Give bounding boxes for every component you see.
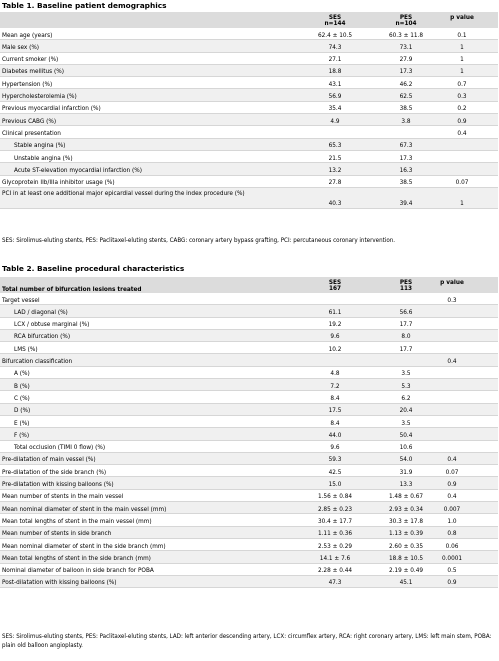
table-row <box>0 293 498 305</box>
table2-header-ses: SES <box>328 277 342 286</box>
pes-value: 13.3 <box>399 480 413 489</box>
table1-title: Table 1. Baseline patient demographics <box>2 1 167 10</box>
ses-value: 56.9 <box>328 92 342 101</box>
row-label: Diabetes mellitus (%) <box>2 67 64 76</box>
pes-value: 27.9 <box>399 55 413 64</box>
table1-body <box>0 28 498 209</box>
table2-header-first: Total number of bifurcation lesions treated <box>2 284 142 293</box>
pes-value: 30.3 ± 17.8 <box>388 516 424 525</box>
ses-value: 10.2 <box>328 344 342 353</box>
ses-value: 15.0 <box>328 480 342 489</box>
p-value: 0.06 <box>445 541 459 550</box>
table-row <box>0 102 498 114</box>
table-row <box>0 367 498 379</box>
p-value: 0.7 <box>457 79 467 88</box>
table-row <box>0 318 498 330</box>
table-row <box>0 65 498 77</box>
ses-value: 21.5 <box>328 153 342 162</box>
table2-header <box>0 277 498 293</box>
table1-header-ses-n: n=144 <box>324 19 346 28</box>
row-label: Pre-dilatation of the side branch (%) <box>2 467 107 476</box>
pes-value: 45.1 <box>399 578 413 587</box>
row-label: F (%) <box>14 430 30 439</box>
row-label: A (%) <box>14 369 30 378</box>
row-label: Mean number of stents in the main vessel <box>2 492 124 501</box>
ses-value: 2.28 ± 0.44 <box>317 566 353 575</box>
ses-value: 27.1 <box>328 55 342 64</box>
table1-header-pes-n: n=104 <box>395 19 417 28</box>
table-row <box>0 188 498 209</box>
table-row <box>0 551 498 563</box>
table1-header-ses: SES <box>328 12 342 21</box>
pes-value: 5.3 <box>401 381 411 390</box>
table-row <box>0 428 498 440</box>
table-row <box>0 453 498 465</box>
row-label: Mean nominal diameter of stent in the main vessel (mm) <box>2 504 167 513</box>
table-row <box>0 151 498 163</box>
pes-value: 3.5 <box>401 418 411 427</box>
ses-value: 40.3 <box>328 198 342 207</box>
table-row <box>0 126 498 138</box>
pes-value: 56.6 <box>399 307 413 316</box>
pes-value: 38.5 <box>399 178 413 187</box>
table2-footnote: SES: Sirolimus-eluting stents, PES: Paclitaxel-eluting stents, LAD: left anterior descending artery, LCX: circumflex artery, RCA: right coronary artery, LMS: left main stem, POBA: plain old balloon angioplasty. <box>2 633 492 650</box>
ses-value: 13.2 <box>328 165 342 174</box>
table-row <box>0 490 498 502</box>
pes-value: 17.7 <box>399 320 413 329</box>
table-row <box>0 176 498 188</box>
table-row <box>0 502 498 514</box>
row-label: Glycoprotein IIb/IIIa inhibitor usage (%) <box>2 178 115 187</box>
row-label: Previous myocardial infarction (%) <box>2 104 101 113</box>
row-label: E (%) <box>14 418 30 427</box>
p-value: 0.8 <box>447 529 457 538</box>
row-label: Male sex (%) <box>2 42 40 51</box>
ses-value: 30.4 ± 17.7 <box>317 516 353 525</box>
table-row <box>0 379 498 391</box>
table-row <box>0 77 498 89</box>
p-value: 0.007 <box>443 504 461 513</box>
ses-value: 74.3 <box>328 42 342 51</box>
pes-value: 38.5 <box>399 104 413 113</box>
p-value: 0.4 <box>447 492 457 501</box>
p-value: 0.3 <box>447 295 457 304</box>
pes-value: 31.9 <box>399 467 413 476</box>
row-label: Acute ST-elevation myocardial infarction (%) <box>14 165 142 174</box>
row-label: Nominal diameter of balloon in side branch for POBA <box>2 566 154 575</box>
pes-value: 73.1 <box>399 42 413 51</box>
p-value: 0.4 <box>457 128 467 137</box>
row-label: Mean total lengths of stent in the main vessel (mm) <box>2 516 152 525</box>
p-value: 0.07 <box>455 178 469 187</box>
ses-value: 27.8 <box>328 178 342 187</box>
pes-value: 62.5 <box>399 92 413 101</box>
pes-value: 3.5 <box>401 369 411 378</box>
ses-value: 61.1 <box>328 307 342 316</box>
p-value: 0.4 <box>447 455 457 464</box>
ses-value: 42.5 <box>328 467 342 476</box>
row-label: Total occlusion (TIMI 0 flow) (%) <box>14 443 106 452</box>
row-label: Mean total lengths of stent in the side branch (mm) <box>2 553 151 562</box>
table2-title: Table 2. Baseline procedural characteristics <box>2 264 185 273</box>
table-row <box>0 53 498 65</box>
pes-value: 20.4 <box>399 406 413 415</box>
ses-value: 4.8 <box>330 369 340 378</box>
table-row <box>0 441 498 453</box>
ses-value: 19.2 <box>328 320 342 329</box>
table2-header-p: p value <box>440 277 464 286</box>
row-label: Unstable angina (%) <box>14 153 73 162</box>
row-label: Mean nominal diameter of stent in the side branch (mm) <box>2 541 166 550</box>
ses-value: 18.8 <box>328 67 342 76</box>
p-value: 0.9 <box>457 116 467 125</box>
p-value: 0.9 <box>447 578 457 587</box>
p-value: 0.4 <box>447 357 457 366</box>
ses-value: 7.2 <box>330 381 340 390</box>
row-label: C (%) <box>14 393 30 402</box>
row-label: LCX / obtuse marginal (%) <box>14 320 90 329</box>
pes-value: 6.2 <box>401 393 411 402</box>
table-row <box>0 114 498 126</box>
row-label: RCA bifurcation (%) <box>14 332 71 341</box>
ses-value: 35.4 <box>328 104 342 113</box>
row-label: D (%) <box>14 406 31 415</box>
pes-value: 2.93 ± 0.34 <box>388 504 424 513</box>
table1-header <box>0 12 498 28</box>
table2-header-pes-n: 113 <box>399 284 412 293</box>
table2 <box>0 277 498 588</box>
row-label: Target vessel <box>2 295 40 304</box>
ses-value: 8.4 <box>330 418 340 427</box>
table-row <box>0 564 498 576</box>
table-row <box>0 514 498 526</box>
row-label: PCI in at least one additional major epicardial vessel during the index procedure (%) <box>2 189 245 198</box>
ses-value: 17.5 <box>328 406 342 415</box>
row-label: Previous CABG (%) <box>2 116 57 125</box>
pes-value: 16.3 <box>399 165 413 174</box>
row-label: Pre-dilatation with kissing balloons (%) <box>2 480 114 489</box>
row-label: Mean age (years) <box>2 30 53 39</box>
ses-value: 59.3 <box>328 455 342 464</box>
ses-value: 62.4 ± 10.5 <box>317 30 353 39</box>
table-row <box>0 576 498 588</box>
pes-value: 50.4 <box>399 430 413 439</box>
pes-value: 46.2 <box>399 79 413 88</box>
pes-value: 54.0 <box>399 455 413 464</box>
table-row <box>0 305 498 317</box>
row-label: Hypercholesterolemia (%) <box>2 92 77 101</box>
table-row <box>0 342 498 354</box>
p-value: 0.0001 <box>441 553 463 562</box>
table1-footnote: SES: Sirolimus-eluting stents, PES: Paclitaxel-eluting stents, CABG: coronary artery bypass grafting, PCI: percutaneous coronary intervention. <box>2 237 396 244</box>
row-label: B (%) <box>14 381 30 390</box>
ses-value: 65.3 <box>328 141 342 150</box>
p-value: 0.3 <box>457 92 467 101</box>
p-value: 0.1 <box>457 30 467 39</box>
pes-value: 2.19 ± 0.49 <box>388 566 424 575</box>
table-row <box>0 391 498 403</box>
pes-value: 8.0 <box>401 332 411 341</box>
table-row <box>0 354 498 366</box>
ses-value: 2.53 ± 0.29 <box>317 541 353 550</box>
pes-value: 39.4 <box>399 198 413 207</box>
p-value: 1 <box>460 55 464 64</box>
table-row <box>0 330 498 342</box>
table-row <box>0 89 498 101</box>
pes-value: 2.60 ± 0.35 <box>388 541 424 550</box>
pes-value: 1.13 ± 0.39 <box>388 529 424 538</box>
table-row <box>0 139 498 151</box>
ses-value: 4.9 <box>330 116 340 125</box>
ses-value: 1.11 ± 0.36 <box>317 529 353 538</box>
pes-value: 67.3 <box>399 141 413 150</box>
table2-body <box>0 293 498 588</box>
ses-value: 9.6 <box>330 332 340 341</box>
ses-value: 1.56 ± 0.84 <box>317 492 353 501</box>
table-row <box>0 416 498 428</box>
row-label: Pre-dilatation of main vessel (%) <box>2 455 96 464</box>
pes-value: 60.3 ± 11.8 <box>388 30 424 39</box>
p-value: 1.0 <box>447 516 457 525</box>
table2-header-pes: PES <box>399 277 413 286</box>
table-row <box>0 539 498 551</box>
row-label: Hypertension (%) <box>2 79 53 88</box>
pes-value: 1.48 ± 0.67 <box>388 492 424 501</box>
p-value: 0.2 <box>457 104 467 113</box>
row-label: Bifurcation classification <box>2 357 73 366</box>
table1-header-pes: PES <box>399 12 413 21</box>
p-value: 0.5 <box>447 566 457 575</box>
p-value: 0.9 <box>447 480 457 489</box>
ses-value: 43.1 <box>328 79 342 88</box>
pes-value: 18.8 ± 10.5 <box>388 553 424 562</box>
table1 <box>0 12 498 209</box>
row-label: Stable angina (%) <box>14 141 66 150</box>
table-row <box>0 404 498 416</box>
ses-value: 8.4 <box>330 393 340 402</box>
pes-value: 17.3 <box>399 67 413 76</box>
table-row <box>0 40 498 52</box>
ses-value: 47.3 <box>328 578 342 587</box>
ses-value: 14.1 ± 7.6 <box>319 553 351 562</box>
table-row <box>0 477 498 489</box>
row-label: Mean number of stents in side branch <box>2 529 112 538</box>
ses-value: 2.85 ± 0.23 <box>317 504 353 513</box>
row-label: Current smoker (%) <box>2 55 59 64</box>
table-row <box>0 163 498 175</box>
row-label: Post-dilatation with kissing balloons (%) <box>2 578 117 587</box>
table1-header-p: p value <box>450 12 474 21</box>
p-value: 1 <box>460 198 464 207</box>
pes-value: 10.6 <box>399 443 413 452</box>
row-label: LMS (%) <box>14 344 38 353</box>
row-label: LAD / diagonal (%) <box>14 307 68 316</box>
table-row <box>0 465 498 477</box>
ses-value: 9.6 <box>330 443 340 452</box>
ses-value: 44.0 <box>328 430 342 439</box>
pes-value: 17.7 <box>399 344 413 353</box>
table-row <box>0 28 498 40</box>
row-label: Clinical presentation <box>2 128 61 137</box>
pes-value: 3.8 <box>401 116 411 125</box>
p-value: 1 <box>460 42 464 51</box>
pes-value: 17.3 <box>399 153 413 162</box>
p-value: 1 <box>460 67 464 76</box>
table-row <box>0 527 498 539</box>
p-value: 0.07 <box>445 467 459 476</box>
table2-header-ses-n: 167 <box>328 284 341 293</box>
